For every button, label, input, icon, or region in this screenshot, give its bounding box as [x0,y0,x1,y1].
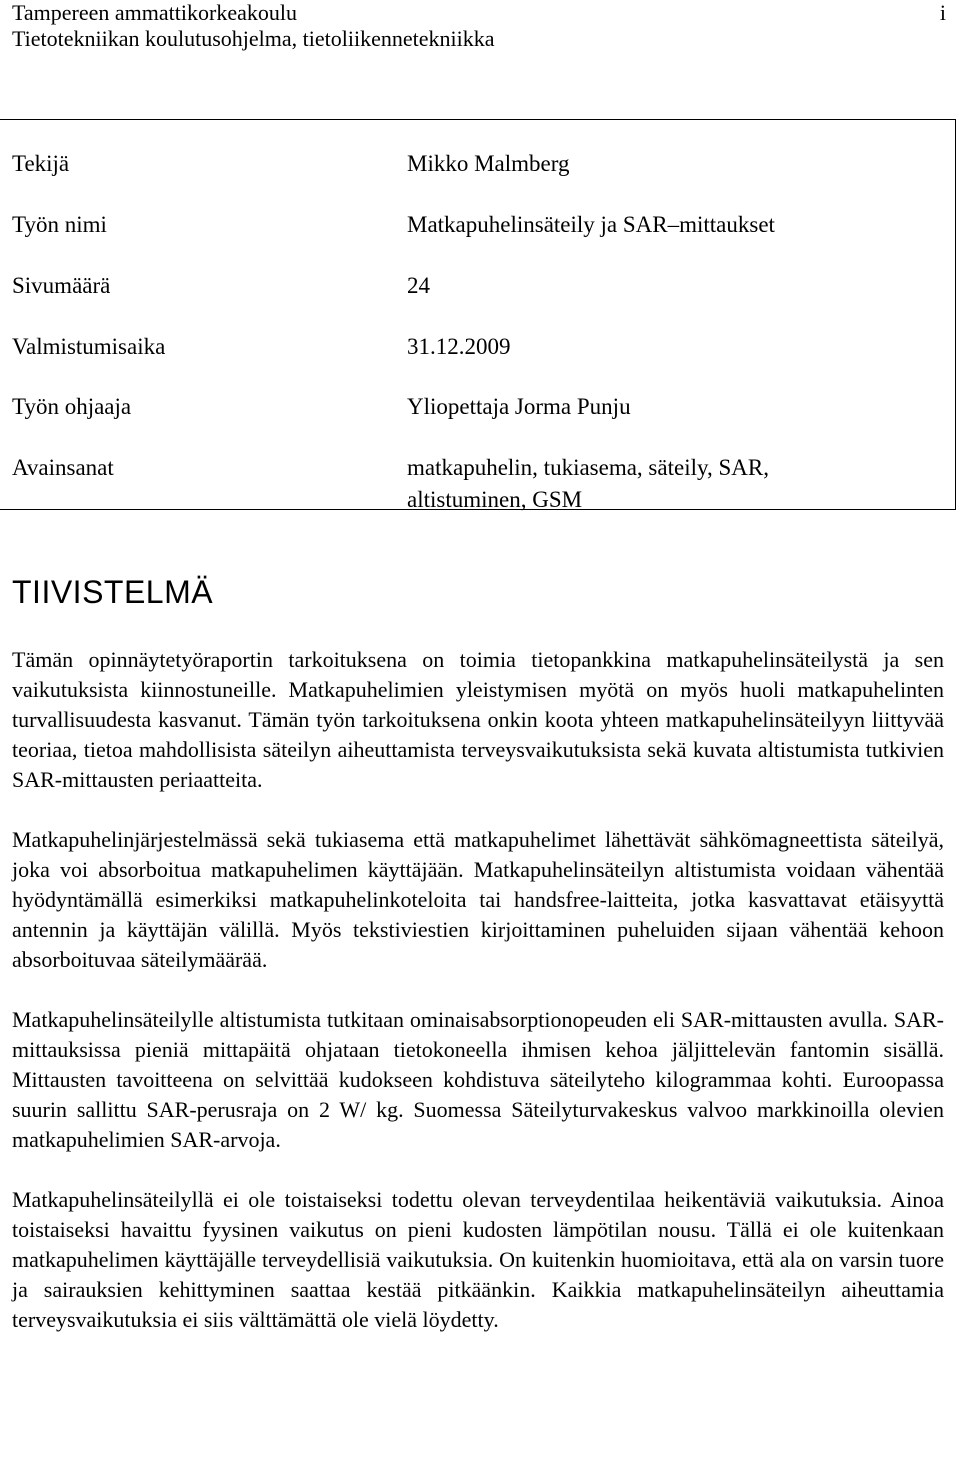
info-value-keywords [407,452,769,516]
info-label: Työn ohjaaja [12,394,132,419]
info-label: Avainsanat [12,455,114,480]
info-value: Yliopettaja Jorma Punju [407,394,631,419]
info-label: Sivumäärä [12,273,111,298]
institution-name: Tampereen ammattikorkeakoulu [12,0,297,25]
info-label: Tekijä [12,151,70,176]
info-value: Mikko Malmberg [407,151,570,176]
abstract-paragraph: Matkapuhelinsäteilyllä ei ole toistaiseksi todettu olevan terveydentilaa heikentäviä vaikutuksia. Ainoa toistaiseksi havaittu fyysinen vaikutus on pieni kudosten lämpötilan nousu. Tällä ei ole kuitenkaan matkapuhelimen käyttäjälle terveydellisiä vaikutuksia. On kuitenkin huomioitava, että ala on varsin tuore ja sairauksien kehittyminen saattaa kestää pitkäänkin. Kaikkia matkapuhelinsäteilyn aiheuttamia terveysvaikutuksia ei siis välttämättä ole vielä löydetty. [12,1187,944,1332]
abstract-title: TIIVISTELMÄ [12,574,214,610]
abstract-body [12,645,944,1365]
keywords-line-1: matkapuhelin, tukiasema, säteily, SAR, [407,455,769,480]
abstract-paragraph: Tämän opinnäytetyöraportin tarkoituksena on toimia tietopankkina matkapuhelinsäteilystä ja sen vaikutuksista kiinnostuneille. Matkapuhelimien yleistymisen myötä on myös huoli matkapuhelinten turvallisuudesta kasvanut. Tämän työn tarkoituksena onkin koota yhteen matkapuhelinsäteilyyn liittyvää teoriaa, tietoa mahdollisista säteilyn aiheuttamista terveysvaikutuksista sekä kuvata altistumista tutkivien SAR-mittausten periaatteita. [12,647,944,792]
document-header [12,0,948,52]
page-number: i [939,0,946,25]
info-label: Valmistumisaika [12,334,166,359]
info-value: Matkapuhelinsäteily ja SAR–mittaukset [407,212,775,237]
info-value: 31.12.2009 [407,334,511,359]
abstract-paragraph: Matkapuhelinjärjestelmässä sekä tukiasema että matkapuhelimet lähettävät sähkömagneettista säteilyä, joka voi absorboitua matkapuhelimen käyttäjään. Matkapuhelinsäteilyn altistumista voidaan vähentää hyödyntämällä esimerkiksi matkapuhelinkoteloita tai handsfree-laitteita, jotka kasvattavat etäisyyttä antennin ja käyttäjän välillä. Myös tekstiviestien kirjoittaminen puheluiden sijaan vähentää kehoon absorboituvaa säteilymäärää. [12,827,944,972]
info-label: Työn nimi [12,212,107,237]
info-value: 24 [407,273,430,298]
keywords-line-2: altistuminen, GSM [407,487,583,512]
abstract-paragraph: Matkapuhelinsäteilylle altistumista tutkitaan ominaisabsorptionopeuden eli SAR-mittausten avulla. SAR-mittauksissa pieniä mittapäitä ohjataan tietokoneella ihmisen kehoa jäljittelevän fantomin sisällä. Mittausten tavoitteena on selvittää kudokseen kohdistuva säteilyteho kilogrammaa kohti. Euroopassa suurin sallittu SAR-perusraja on 2 W/ kg. Suomessa Säteilyturvakeskus valvoo markkinoilla olevien matkapuhelimien SAR-arvoja. [12,1007,944,1152]
programme-name: Tietotekniikan koulutusohjelma, tietoliikennetekniikka [12,26,495,51]
